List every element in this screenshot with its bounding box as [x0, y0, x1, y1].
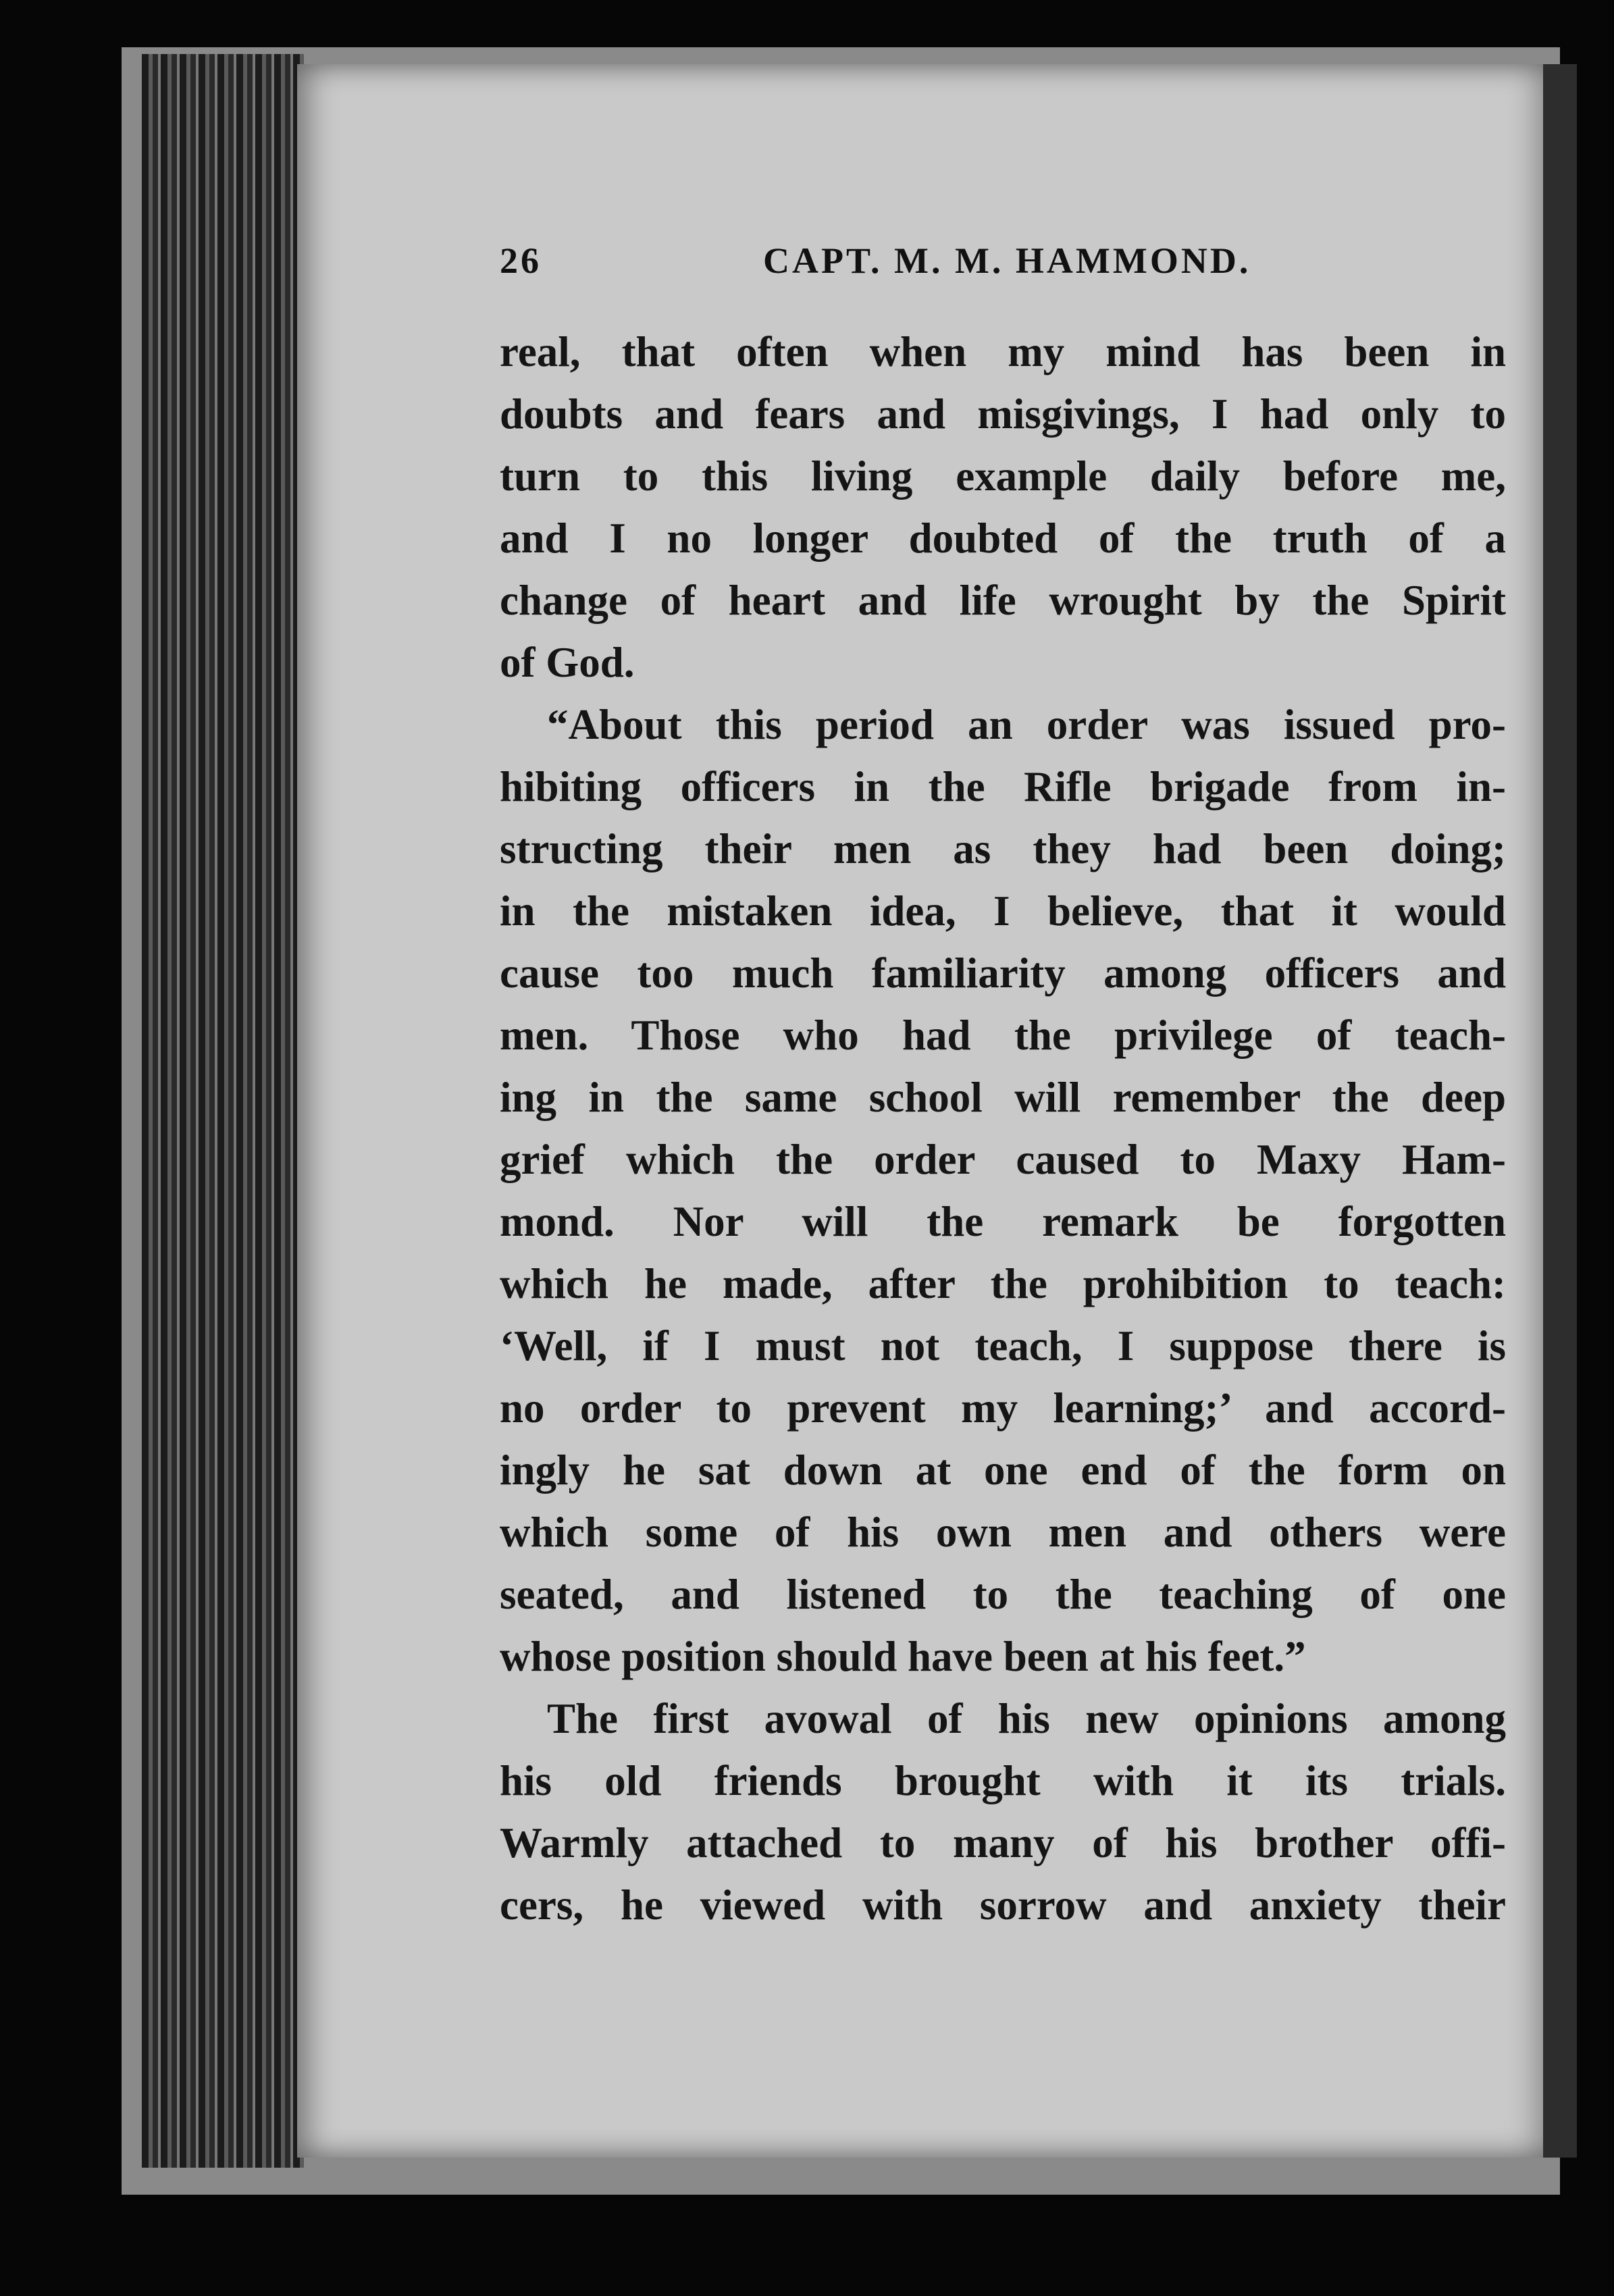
text-line: The first avowal of his new opinions among: [547, 1695, 1506, 1742]
text-line: change of heart and life wrought by the Spirit: [500, 577, 1506, 624]
text-line: ‘Well, if I must not teach, I suppose there is: [500, 1322, 1506, 1369]
text-line: mond. Nor will the remark be forgotten: [500, 1198, 1506, 1245]
text-line: Warmly attached to many of his brother offi-: [500, 1819, 1506, 1867]
text-line: seated, and listened to the teaching of one: [500, 1571, 1506, 1618]
text-line: men. Those who had the privilege of teach-: [500, 1012, 1506, 1059]
text-line: doubts and fears and misgivings, I had only to: [500, 390, 1506, 438]
running-head: [500, 240, 1513, 294]
text-line: of God.: [500, 639, 635, 686]
text-line: ing in the same school will remember the deep: [500, 1074, 1506, 1121]
text-line: cers, he viewed with sorrow and anxiety their: [500, 1881, 1506, 1929]
text-line: real, that often when my mind has been in: [500, 328, 1506, 375]
body-text: [500, 321, 1506, 1936]
text-line: which he made, after the prohibition to teach:: [500, 1260, 1506, 1307]
text-line: no order to prevent my learning;’ and accord-: [500, 1384, 1506, 1432]
text-line: “About this period an order was issued pro-: [547, 701, 1506, 748]
text-line: turn to this living example daily before me,: [500, 452, 1506, 500]
text-line: which some of his own men and others were: [500, 1509, 1506, 1556]
text-line: and I no longer doubted of the truth of a: [500, 515, 1506, 562]
text-line: grief which the order caused to Maxy Ham-: [500, 1136, 1506, 1183]
text-line: hibiting officers in the Rifle brigade from in-: [500, 763, 1506, 810]
text-line: ingly he sat down at one end of the form on: [500, 1446, 1506, 1494]
running-title: CAPT. M. M. HAMMOND.: [763, 240, 1251, 281]
page-stack-edge: [142, 54, 304, 2168]
text-line: his old friends brought with it its trials.: [500, 1757, 1506, 1804]
page-gutter-shadow: [1543, 64, 1577, 2158]
text-line: cause too much familiarity among officers and: [500, 949, 1506, 997]
text-line: in the mistaken idea, I believe, that it would: [500, 887, 1506, 935]
page-number: 26: [500, 240, 542, 281]
text-line: whose position should have been at his feet.”: [500, 1633, 1306, 1680]
text-line: structing their men as they had been doing;: [500, 825, 1506, 872]
